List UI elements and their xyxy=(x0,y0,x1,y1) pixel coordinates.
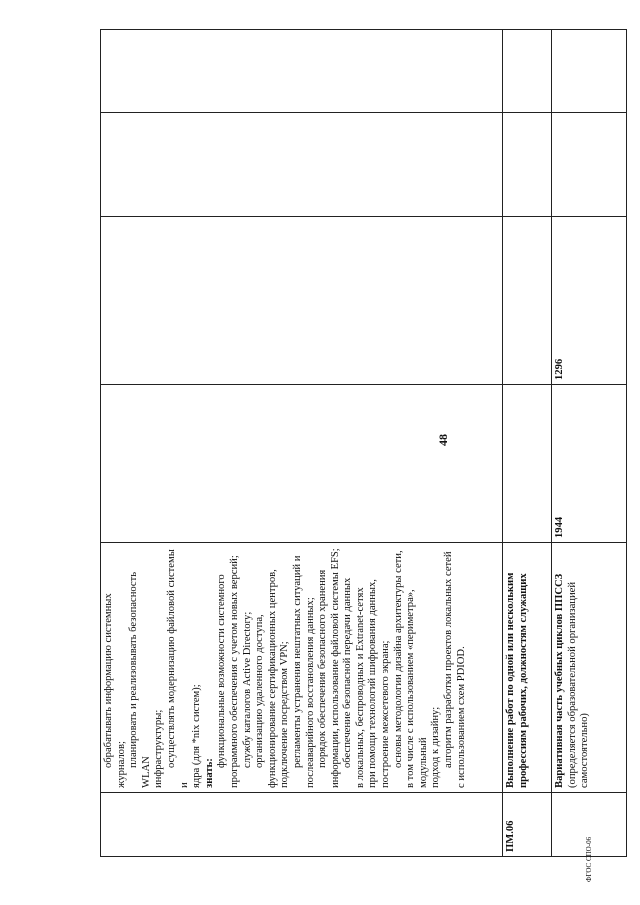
competency-code-cell xyxy=(503,30,552,113)
text-line: ядра (для *nix систем); xyxy=(191,684,203,788)
page-number: 48 xyxy=(436,434,450,446)
discipline-cell xyxy=(503,113,552,217)
text-line: построение межсетевого экрана; xyxy=(380,640,392,788)
variative-title: Вариативная часть учебных циклов ППССЗ xyxy=(554,573,565,788)
hours-required-value: 1296 xyxy=(552,217,627,385)
text-line: подключение посредством VPN; xyxy=(279,641,291,788)
rotated-page xyxy=(100,30,613,857)
hours-max-cell xyxy=(101,385,503,543)
text-line: алгоритм разработки проектов локальных сетей xyxy=(443,551,455,768)
text-line: программного обеспечения с учетом новых версий; xyxy=(228,555,240,788)
text-line: регламенты устранения нештатных ситуаций и xyxy=(291,555,303,768)
description-cell xyxy=(101,543,503,793)
module-code: ПМ.06 xyxy=(503,793,552,857)
competency-table xyxy=(100,29,627,857)
text-line: в локальных, беспроводных и Extranet-сетях xyxy=(354,587,366,788)
table-row xyxy=(552,30,627,857)
text-line: послеаварийного восстановления данных; xyxy=(304,597,316,788)
text-line: порядок обеспечения безопасного хранения xyxy=(317,569,329,768)
text-line: основы методологии дизайна архитектуры сети, xyxy=(392,550,404,768)
discipline-cell xyxy=(101,113,503,217)
text-line: обрабатывать информацию системных журналов; xyxy=(103,593,127,788)
text-line: обеспечение безопасной передачи данных xyxy=(342,577,354,768)
text-line: в том числе с использованием «периметра», модульный xyxy=(405,589,429,788)
text-line: при помощи технологий шифрования данных, xyxy=(367,579,379,788)
table-row xyxy=(503,30,552,857)
variative-cell xyxy=(552,543,627,793)
hours-max-value: 1944 xyxy=(552,385,627,543)
hours-required-cell xyxy=(101,217,503,385)
text-line: организацию удаленного доступа, xyxy=(254,614,266,768)
text-line: подход к дизайну; xyxy=(430,706,442,788)
text-line: функционирование сертификационных центров, xyxy=(266,569,278,788)
table-row xyxy=(101,30,503,857)
competency-code-cell xyxy=(101,30,503,113)
hours-required-cell xyxy=(503,217,552,385)
module-title: Выполнение работ по одной или нескольким профессиям рабочих, должностям служащих xyxy=(503,543,552,793)
text-line: с использованием схем PDIOD. xyxy=(455,646,467,788)
text-line: функциональные возможности системного xyxy=(216,574,228,768)
text-line: инфраструктуры; xyxy=(153,709,165,788)
hours-max-cell xyxy=(503,385,552,543)
section-heading-know: знать: xyxy=(203,758,215,788)
index-cell xyxy=(101,793,503,857)
footer-label: ФГОС СПО-06 xyxy=(585,836,593,882)
text-line: службу каталогов Active Directory; xyxy=(241,611,253,768)
text-line: информации, использование файловой системы EFS; xyxy=(329,548,341,788)
competency-code-cell xyxy=(552,30,627,113)
discipline-cell xyxy=(552,113,627,217)
text-line: осуществлять модернизацию файловой системы и xyxy=(165,549,190,788)
text-line: планировать и реализовывать безопасность WLAN xyxy=(128,571,152,788)
variative-note: (определяется образовательной организацией самостоятельно) xyxy=(566,582,591,788)
